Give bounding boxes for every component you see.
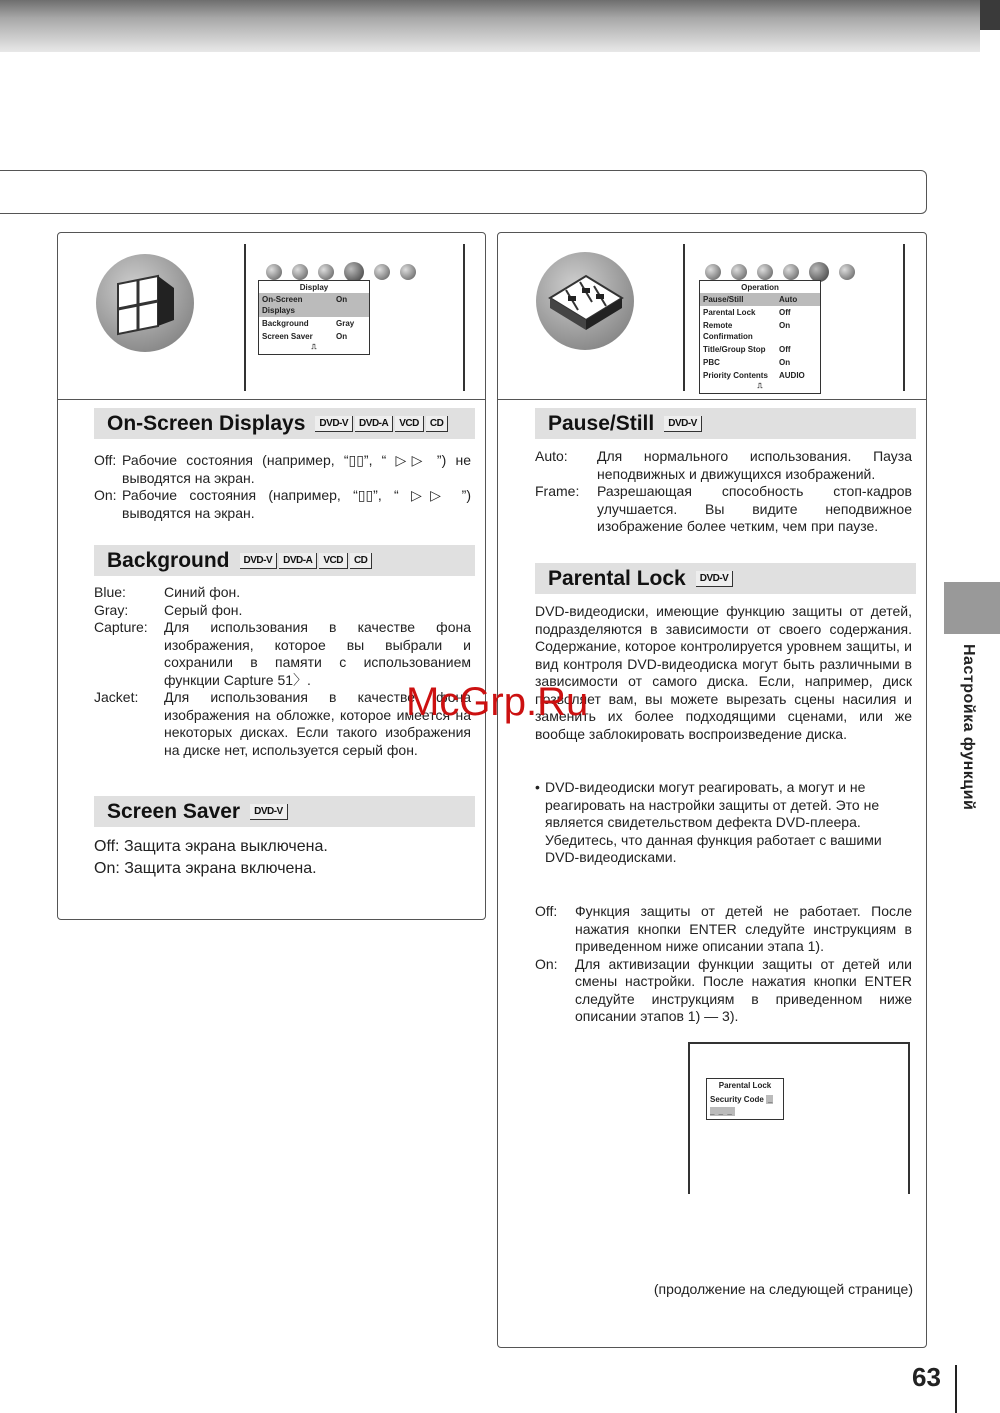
operation-icon <box>374 264 390 280</box>
display-menu-icon <box>344 262 364 282</box>
item-desc: Для нормального использования. Пауза неподвижных и движущихся изображений. <box>597 448 912 482</box>
display-icon <box>96 254 194 352</box>
item-desc: Серый фон. <box>164 601 243 618</box>
security-code-label: Security Code <box>710 1095 764 1104</box>
list-item <box>94 452 471 487</box>
menu-row-value: AUDIO <box>779 371 805 380</box>
badge-dvd-v: DVD-V <box>250 804 288 820</box>
item-term: Blue: <box>94 584 126 600</box>
operation-icon <box>809 262 829 282</box>
display-menu-screen <box>244 244 465 391</box>
menu-row-label: Background <box>262 319 309 328</box>
operation-icon-large <box>536 252 634 350</box>
menu-row-label: Pause/Still <box>703 295 744 304</box>
badge-vcd: VCD <box>319 553 348 569</box>
menu-row-label: Remote Confirmation <box>703 321 753 341</box>
menu-row-value: On <box>779 321 791 330</box>
pause-still-heading <box>535 408 916 439</box>
list-item <box>535 483 912 536</box>
item-desc: Для активизации функции защиты от детей или смены настройки. После нажатия кнопки ENTER следуйте инструкциям в приведенном ниже описании этапов 1) — 3). <box>575 955 912 1024</box>
side-tab <box>944 582 1000 634</box>
list-item <box>94 602 471 620</box>
menu-row-label: Title/Group Stop <box>703 345 766 354</box>
list-item <box>94 619 471 689</box>
background-heading <box>94 545 475 576</box>
operation-menu-title: Operation <box>741 283 779 292</box>
top-corner-block <box>980 0 1000 30</box>
menu-row-remote-confirmation[interactable] <box>700 319 820 343</box>
badge-cd: CD <box>426 416 448 432</box>
badge-dvd-v: DVD-V <box>664 416 702 432</box>
display-menu-icon <box>783 264 799 280</box>
menu-row-osd[interactable] <box>259 293 369 317</box>
setup-icon <box>400 264 416 280</box>
language-icon <box>318 264 334 280</box>
badge-dvd-v: DVD-V <box>240 553 278 569</box>
menu-row-value: Off <box>779 308 791 317</box>
list-item <box>94 584 471 602</box>
operation-menu-screen <box>683 244 905 391</box>
item-term: Capture: <box>94 619 148 635</box>
menu-row-value: On <box>336 332 348 341</box>
watermark: McGrp.Ru <box>406 680 589 724</box>
security-code-input[interactable]: _ _ _ _ <box>710 1095 774 1116</box>
side-section-label: Настройка функций <box>960 644 977 811</box>
menu-row-title-group-stop[interactable] <box>700 343 820 356</box>
item-term: Gray: <box>94 601 129 618</box>
picture-icon <box>266 264 282 280</box>
item-desc: Для использования в качестве фона изображения на обложке, которое имеется на некоторых дисках. Если такого изображения на диске нет, используется серый фон. <box>164 689 471 758</box>
audio-icon <box>292 264 308 280</box>
item-term: Auto: <box>535 448 568 464</box>
menu-row-background[interactable] <box>259 317 369 330</box>
parental-lock-title: Parental Lock <box>548 566 686 590</box>
bullet-item <box>535 779 912 832</box>
item-desc: Функция защиты от детей не работает. После нажатия кнопки ENTER следуйте инструкциям в приведенном ниже описании этапа 1). <box>575 903 912 954</box>
item-term: Jacket: <box>94 689 139 705</box>
item-term: On: <box>94 487 117 503</box>
menu-row-priority-contents[interactable] <box>700 369 820 382</box>
badge-dvd-v: DVD-V <box>315 416 353 432</box>
list-item <box>94 487 471 522</box>
list-item <box>535 448 912 483</box>
parental-lock-heading <box>535 563 916 594</box>
badge-dvd-a: DVD-A <box>279 553 317 569</box>
security-code-box <box>706 1078 784 1120</box>
bullet-dot: • <box>535 779 540 795</box>
menu-footer-icon: ⎍ <box>757 383 763 390</box>
pause-still-badges <box>664 416 702 432</box>
parental-lock-intro: DVD-видеодиски, имеющие функцию защиты от детей, подразделяются в зависимости от своего содержания. Содержание, которое контролируется уровнем защиты, и вид контроля DVD-видеодиска могут быть различными в зависимости от самого диска. Если, например, диск позволяет вам, вы можете вырезать сцены насилия и заменить их более подходящими сценами, или же вообще заблокировать воспроизведение диска. <box>535 603 912 742</box>
screen-saver-on: On: Защита экрана включена. <box>94 860 317 877</box>
screen-saver-text <box>94 836 471 880</box>
parental-lock-list <box>535 903 912 1026</box>
menu-row-label: Screen Saver <box>262 332 313 341</box>
menu-row-pbc[interactable] <box>700 356 820 369</box>
item-desc: Разрешающая способность стоп-кадров улучшается. Вы видите неподвижное изображение более четким, чем при паузе. <box>597 483 912 534</box>
panel-divider <box>498 399 926 400</box>
pause-still-title: Pause/Still <box>548 411 655 435</box>
menu-row-value: On <box>336 295 348 304</box>
menu-row-value: Auto <box>779 295 798 304</box>
section-title-bar <box>0 170 927 214</box>
security-code-row[interactable] <box>707 1093 783 1119</box>
screen-saver-heading <box>94 796 475 827</box>
background-list <box>94 584 471 759</box>
item-desc: Синий фон. <box>164 584 241 600</box>
screen-saver-title: Screen Saver <box>107 799 241 823</box>
item-term: On: <box>535 955 558 972</box>
display-menu-title: Display <box>299 283 329 292</box>
list-item <box>535 956 912 1026</box>
menu-row-label: On-Screen Displays <box>262 295 303 315</box>
badge-cd: CD <box>350 553 372 569</box>
badge-dvd-v: DVD-V <box>696 571 734 587</box>
parental-lock-screen <box>688 1042 910 1194</box>
item-term: Off: <box>94 452 117 468</box>
menu-row-parental-lock[interactable] <box>700 306 820 319</box>
setup-icon <box>839 264 855 280</box>
menu-row-label: Parental Lock <box>703 308 756 317</box>
osd-badges <box>315 416 448 432</box>
list-item <box>535 903 912 956</box>
background-title: Background <box>107 548 230 572</box>
page-number-rule <box>955 1365 957 1413</box>
badge-dvd-a: DVD-A <box>355 416 393 432</box>
parental-lock-badges <box>696 571 734 587</box>
audio-icon <box>731 264 747 280</box>
badge-vcd: VCD <box>395 416 424 432</box>
menu-row-screen-saver[interactable] <box>259 330 369 343</box>
menu-row-value: On <box>779 358 791 367</box>
bullet-text: DVD-видеодиски могут реагировать, а могут и не реагировать на настройки защиты от детей. Это не является свидетельством дефекта DVD-плеера. <box>545 779 880 830</box>
menu-footer-icon: ⎍ <box>311 344 317 351</box>
screen-saver-off: Off: Защита экрана выключена. <box>94 838 328 855</box>
pause-still-list <box>535 448 912 536</box>
panel-divider <box>58 399 485 400</box>
menu-row-label: PBC <box>703 358 720 367</box>
item-term: Off: <box>535 903 558 919</box>
operation-menu-box <box>699 280 821 394</box>
osd-title: On-Screen Displays <box>107 411 306 435</box>
item-desc: Рабочие состояния (например, “▯▯”, “ ▷▷ ”) не выводятся на экран. <box>122 452 471 486</box>
parental-lock-note <box>535 779 912 867</box>
picture-icon <box>705 264 721 280</box>
lock-box-title: Parental Lock <box>718 1081 772 1090</box>
screen-saver-badges <box>250 804 288 820</box>
item-term: Frame: <box>535 483 580 499</box>
continued-note: (продолжение на следующей странице) <box>653 1281 913 1297</box>
menu-row-value: Gray <box>336 319 355 328</box>
menu-row-value: Off <box>779 345 791 354</box>
language-icon <box>757 264 773 280</box>
menu-row-label: Priority Contents <box>703 371 768 380</box>
top-gradient-bar <box>0 0 980 52</box>
background-badges <box>240 553 373 569</box>
item-desc: Рабочие состояния (например, “▯▯”, “ ▷▷ ”) выводятся на экран. <box>122 487 471 521</box>
osd-heading <box>94 408 475 439</box>
page-number: 63 <box>912 1362 941 1392</box>
osd-list <box>94 452 471 522</box>
display-menu-box <box>258 280 370 355</box>
bullet-extra: Убедитесь, что данная функция работает с вашими DVD-видеодисками. <box>545 831 882 865</box>
item-desc: Для использования в качестве фона изображения, которое вы выбрали и сохранили в памяти с использованием функции Capture 51〉. <box>164 619 471 688</box>
menu-row-pause-still[interactable] <box>700 293 820 306</box>
